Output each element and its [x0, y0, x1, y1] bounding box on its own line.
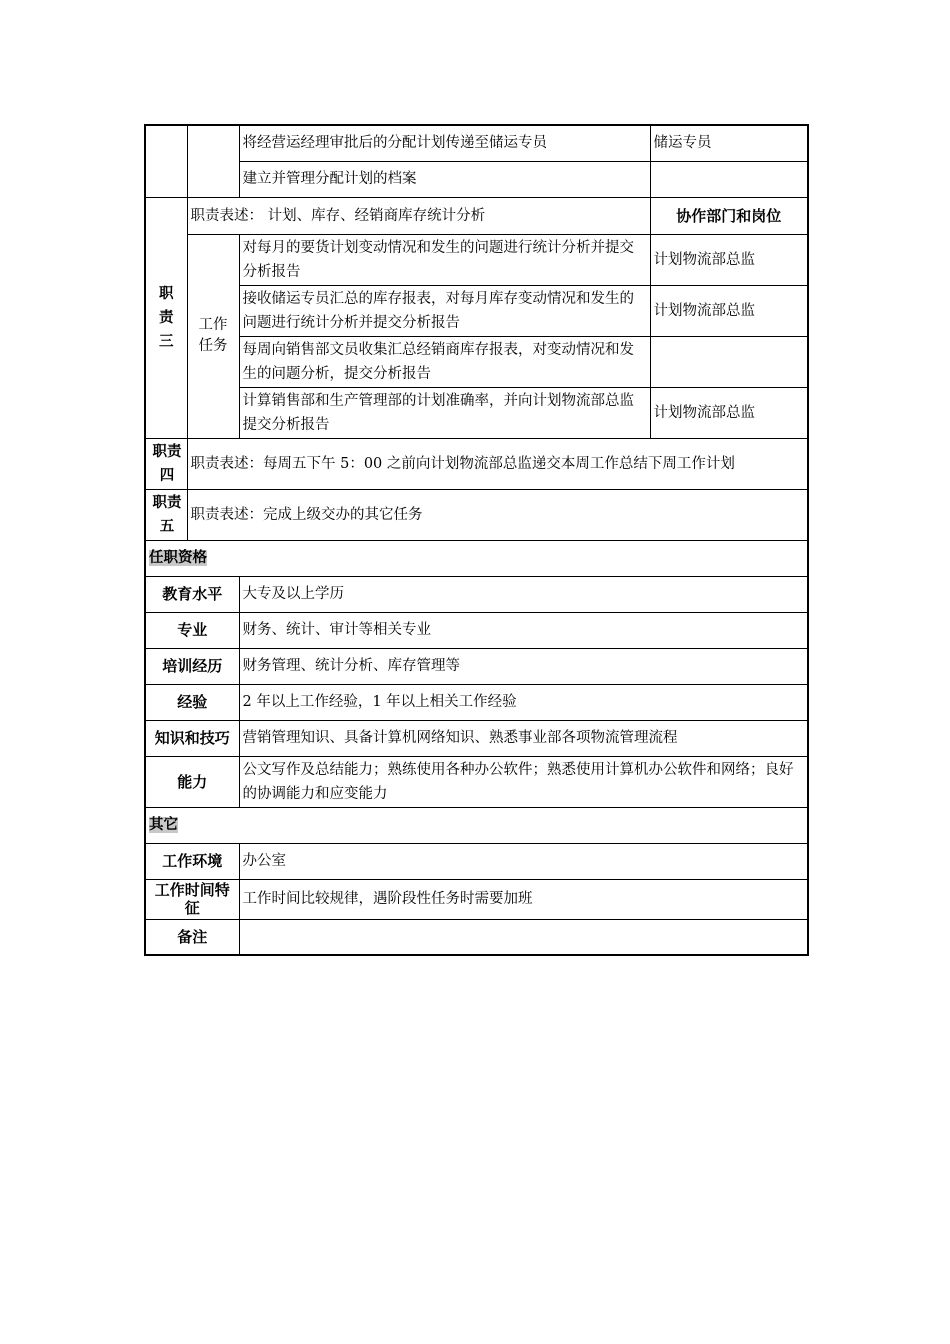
dept-cell: 计划物流部总监	[650, 234, 808, 285]
field-label: 专业	[145, 612, 239, 648]
table-row	[145, 756, 808, 807]
table-row	[145, 197, 808, 234]
field-value: 财务管理、统计分析、库存管理等	[239, 648, 808, 684]
duty4-label: 职责四	[145, 438, 187, 489]
task-cell: 将经营运经理审批后的分配计划传递至储运专员	[239, 125, 650, 161]
table-row	[145, 720, 808, 756]
dept-cell	[650, 161, 808, 197]
field-value: 2 年以上工作经验，1 年以上相关工作经验	[239, 684, 808, 720]
table-row	[145, 648, 808, 684]
field-label: 经验	[145, 684, 239, 720]
field-value	[239, 919, 808, 955]
table-row	[145, 684, 808, 720]
field-label: 教育水平	[145, 576, 239, 612]
table-row	[145, 919, 808, 955]
field-label: 知识和技巧	[145, 720, 239, 756]
task-cell: 计算销售部和生产管理部的计划准确率，并向计划物流部总监提交分析报告	[239, 387, 650, 438]
table-row	[145, 576, 808, 612]
field-label: 备注	[145, 919, 239, 955]
task-label: 工作任务	[187, 234, 239, 438]
field-label: 工作环境	[145, 843, 239, 879]
field-label: 培训经历	[145, 648, 239, 684]
duty4-statement: 职责表述：每周五下午 5：00 之前向计划物流部总监递交本周工作总结下周工作计划	[187, 438, 808, 489]
table-row	[145, 612, 808, 648]
field-value: 财务、统计、审计等相关专业	[239, 612, 808, 648]
task-cell: 接收储运专员汇总的库存报表，对每月库存变动情况和发生的问题进行统计分析并提交分析报告	[239, 285, 650, 336]
field-label: 能力	[145, 756, 239, 807]
job-description-table	[144, 124, 809, 956]
field-value: 办公室	[239, 843, 808, 879]
task-cell: 对每月的要货计划变动情况和发生的问题进行统计分析并提交分析报告	[239, 234, 650, 285]
table-row	[145, 438, 808, 489]
dept-cell: 储运专员	[650, 125, 808, 161]
dept-cell: 计划物流部总监	[650, 285, 808, 336]
dept-cell: 计划物流部总监	[650, 387, 808, 438]
duty5-statement: 职责表述：完成上级交办的其它任务	[187, 489, 808, 540]
table-row	[145, 336, 808, 387]
field-label: 工作时间特征	[145, 879, 239, 919]
duty3-statement: 职责表述： 计划、库存、经销商库存统计分析	[187, 197, 650, 234]
field-value: 大专及以上学历	[239, 576, 808, 612]
table-row	[145, 285, 808, 336]
table-row	[145, 234, 808, 285]
field-value: 公文写作及总结能力；熟练使用各种办公软件；熟悉使用计算机办公软件和网络；良好的协调能力和应变能力	[239, 756, 808, 807]
duty3-label: 职责三	[145, 197, 187, 438]
dept-header: 协作部门和岗位	[650, 197, 808, 234]
empty-duty-cell	[145, 125, 187, 197]
table-row	[145, 125, 808, 161]
table-row	[145, 161, 808, 197]
table-row	[145, 489, 808, 540]
duty5-label: 职责五	[145, 489, 187, 540]
task-cell: 每周向销售部文员收集汇总经销商库存报表，对变动情况和发生的问题分析，提交分析报告	[239, 336, 650, 387]
empty-task-label-cell	[187, 125, 239, 197]
section-header-row	[145, 540, 808, 576]
table-row	[145, 387, 808, 438]
table-row	[145, 843, 808, 879]
other-title: 其它	[145, 807, 808, 843]
qualifications-title: 任职资格	[145, 540, 808, 576]
task-cell: 建立并管理分配计划的档案	[239, 161, 650, 197]
field-value: 工作时间比较规律，遇阶段性任务时需要加班	[239, 879, 808, 919]
dept-cell	[650, 336, 808, 387]
field-value: 营销管理知识、具备计算机网络知识、熟悉事业部各项物流管理流程	[239, 720, 808, 756]
section-header-row	[145, 807, 808, 843]
table-row	[145, 879, 808, 919]
